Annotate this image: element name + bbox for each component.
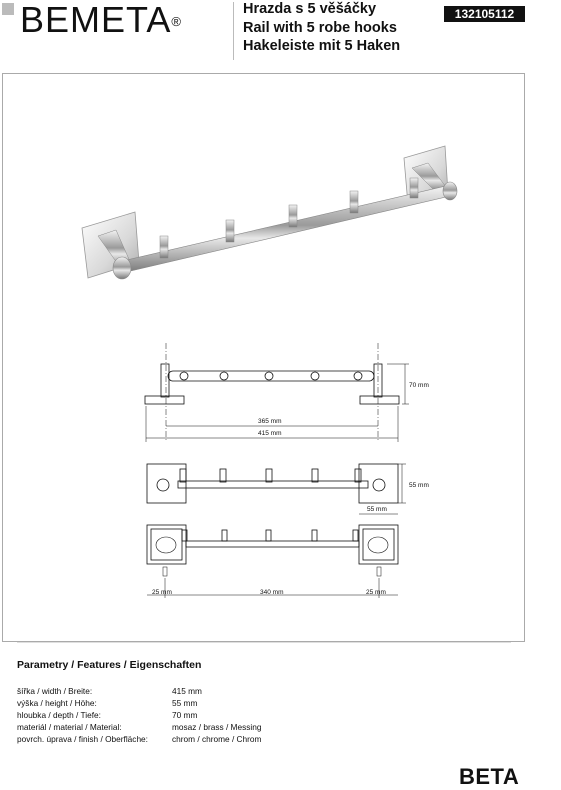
- title-de: Hakeleiste mit 5 Haken: [243, 38, 401, 54]
- dim-inner: 365 mm: [258, 418, 282, 425]
- dim-plate: 55 mm: [367, 506, 387, 513]
- dim-right: 25 mm: [366, 589, 386, 596]
- title-en: Rail with 5 robe hooks: [243, 19, 397, 36]
- dim-height: 70 mm: [409, 382, 429, 389]
- feature-row: materiál / material / Material: mosaz / brass / Messing: [17, 722, 262, 732]
- series-name: BETA: [459, 764, 520, 789]
- title-cz: Hrazda s 5 věšáčky: [243, 1, 377, 17]
- dim-mid: 340 mm: [260, 589, 284, 596]
- dim-depth: 55 mm: [409, 482, 429, 489]
- feature-row: výška / height / Höhe: 55 mm: [17, 698, 198, 708]
- feature-row: povrch. úprava / finish / Oberfläche: chrom / chrome / Chrom: [17, 734, 262, 744]
- product-code: 132105112: [444, 6, 525, 22]
- front-view: [145, 343, 409, 442]
- dim-left: 25 mm: [152, 589, 172, 596]
- feature-row: hloubka / depth / Tiefe: 70 mm: [17, 710, 198, 720]
- product-render: [82, 146, 457, 279]
- features-table: [17, 685, 322, 745]
- brand-logo: BEMETA®: [20, 0, 182, 40]
- dim-total: 415 mm: [258, 430, 282, 437]
- back-view: [147, 525, 398, 598]
- features-title: Parametry / Features / Eigenschaften: [17, 659, 202, 671]
- feature-row: šířka / width / Breite: 415 mm: [17, 686, 202, 696]
